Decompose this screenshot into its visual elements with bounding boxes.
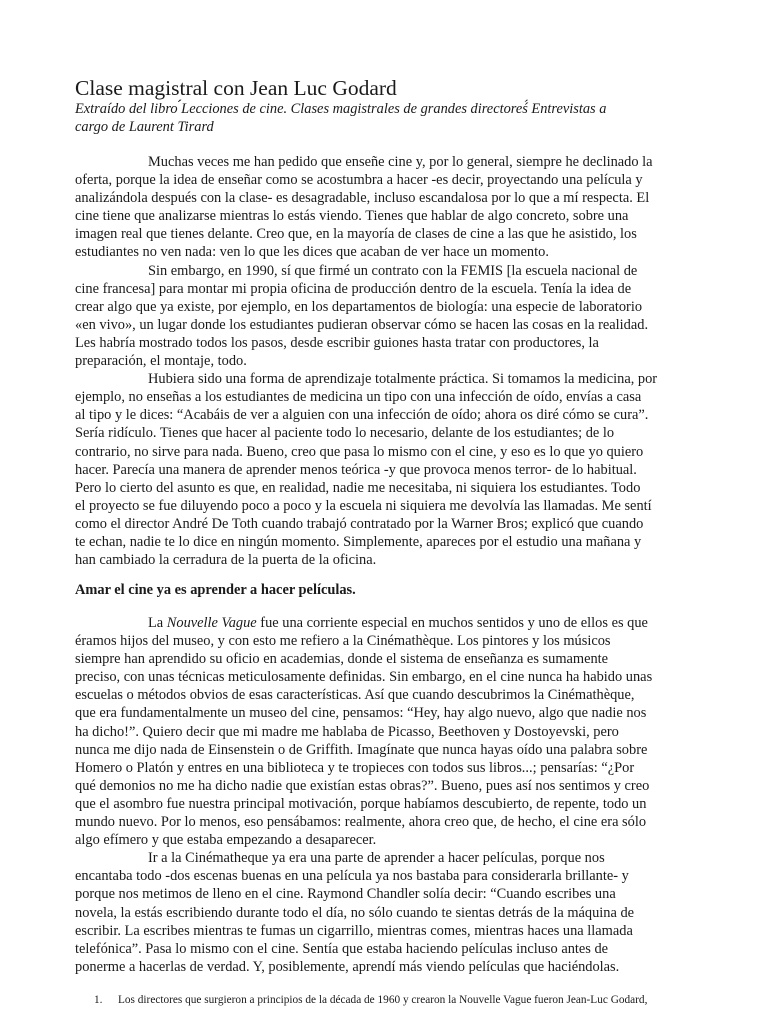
text-line: Homero o Platón y entres en una biblioteca y te tropieces con todos sus libros...; pensarías: “¿Por (75, 759, 635, 776)
text-line: han cambiado la cerradura de la puerta de la oficina. (75, 552, 377, 569)
text-line: Les habría mostrado todos los pasos, desde escribir guiones hasta tratar con productores, la (75, 334, 599, 351)
text-line: Ir a la Cinématheque ya era una parte de aprender a hacer películas, porque nos (148, 850, 605, 867)
paragraph (75, 614, 694, 849)
text-line: Sería ridículo. Tienes que hacer al paciente todo lo necesario, delante de los estudiantes; de lo (75, 425, 615, 442)
text-line: qué demonios no me ha dicho nadie que existían estas obras?”. Bueno, pues así nos sentimos y creo (75, 777, 650, 794)
text-line: ha dicho!”. Quiero decir que mi madre me hablaba de Picasso, Beethoven y Dostoyevski, pero (75, 723, 619, 740)
text-line: Sin embargo, en 1990, sí que firmé un contrato con la FEMIS [la escuela nacional de (148, 262, 638, 279)
text-line: Muchas veces me han pedido que enseñe cine y, por lo general, siempre he declinado la (148, 154, 653, 170)
paragraph (75, 849, 694, 976)
footnote-text: Los directores que surgieron a principios de la década de 1960 y crearon la Nouvelle Vague fueron Jean-Luc Godard, (118, 994, 648, 1006)
text-line: al tipo y le dices: “Acabáis de ver a alguien con una infección de oído; ahora os diré cómo se cura”. (75, 407, 649, 424)
subtitle-line: Extraído del libro ́́Lecciones de cine. Clases magistrales de grandes directoreś́ Entrevistas a (75, 101, 607, 117)
text-line: cine francesa] para montar mi propia oficina de producción dentro de la escuela. Tenía la idea de (75, 280, 632, 297)
text-line: el proyecto se fue diluyendo poco a poco y la escuela ni siquiera me devolvía las llamadas. Me sentí (75, 497, 652, 514)
footnote-number: 1. (94, 994, 103, 1006)
text-line: que el asombro fue nuestra principal motivación, porque habíamos descubierto, de repente, todo un (75, 795, 647, 812)
text-line: Hubiera sido una forma de aprendizaje totalmente práctica. Si tomamos la medicina, por (148, 371, 658, 388)
text-line: telefónica”. Pasa lo mismo con el cine. Sentía que estaba haciendo películas incluso antes de (75, 940, 609, 957)
text-line: escuelas o métodos obvios de esas características. Así que cuando descubrimos la Cinémathèque, (75, 687, 635, 704)
text-fragment: fue una corriente especial en muchos sentidos y uno de ellos es que (256, 615, 648, 631)
subtitle-line: cargo de Laurent Tirard (75, 119, 214, 135)
text-line: algo efímero y que estaba empezando a desaparecer. (75, 832, 377, 849)
paragraph (75, 153, 694, 262)
body-text (75, 153, 694, 569)
text-line: preciso, con unas técnicas meticulosamente definidas. Sin embargo, en el cine nunca ha habido unas (75, 669, 653, 686)
text-line: encantaba todo -dos escenas buenas en una película ya nos bastaba para considerarla brillante- y (75, 868, 629, 885)
italic-term: Nouvelle Vague (166, 615, 257, 631)
text-line: crear algo que ya existe, por ejemplo, en los departamentos de biología: una especie de laboratorio (75, 298, 643, 315)
text-line: estudiantes no ven nada: ven lo que les dices que acaban de ver hace un momento. (75, 244, 549, 261)
text-line: novela, la estás escribiendo durante todo el día, no sólo cuando te sientas detrás de la máquina de (75, 904, 635, 921)
text-line: cine tiene que analizarse mientras lo estás viendo. Tienes que hablar de algo concreto, sobre una (75, 208, 629, 225)
text-line: oferta, porque la idea de enseñar como se acostumbra a hacer -es decir, proyectando una película y (75, 172, 643, 189)
text-line: contrario, no sirve para nada. Bueno, creo que pasa lo mismo con el cine, y eso es lo que yo quiero (75, 443, 644, 460)
section-body-text (75, 614, 694, 976)
text-line: que era fundamentalmente un museo del cine, pensamos: “Hey, hay algo nuevo, algo que nadie nos (75, 705, 647, 722)
text-line: porque nos metimos de lleno en el cine. Raymond Chandler solía decir: “Cuando escribes una (75, 886, 616, 903)
text-line: nunca me dijo nada de Einsenstein o de Griffith. Imagínate que nunca hayas oído una palabra sobre (75, 741, 648, 758)
text-line: como el director André De Toth cuando trabajó contratado por la Warner Bros; explicó que cuando (75, 515, 644, 532)
text-line: hacer. Parecía una manera de aprender menos teórica -y que provoca menos terror- de lo habitual. (75, 461, 637, 478)
paragraph (75, 262, 694, 371)
text-line (75, 614, 694, 632)
text-line: siempre han aprendido su oficio en academias, donde el sistema de enseñanza es sumamente (75, 651, 609, 668)
text-line: preparación, el montaje, todo. (75, 353, 247, 370)
text-line: analizándola después con la clase- es desagradable, incluso escandalosa por lo que a mí respecta. El (75, 190, 650, 207)
document-subtitle (75, 100, 695, 136)
footnote (94, 993, 734, 1007)
text-line: escribir. La escribes mientras te fumas un cigarrillo, mientras comes, mientras haces una llamada (75, 922, 633, 939)
text-line: «en vivo», un lugar donde los estudiantes pudieran observar cómo se hacen las cosas en la realidad. (75, 316, 649, 333)
paragraph (75, 370, 694, 569)
text-line: éramos hijos del museo, y con esto me refiero a la Cinémathèque. Los pintores y los músicos (75, 633, 611, 650)
text-line: ejemplo, no enseñas a los estudiantes de medicina un tipo con una infección de oído, envías a casa (75, 389, 642, 406)
text-fragment: La (148, 615, 167, 631)
text-line: imagen real que tienes delante. Creo que, en la mayoría de clases de cine a las que he asistido, los (75, 226, 637, 243)
section-heading: Amar el cine ya es aprender a hacer películas. (75, 582, 356, 598)
text-line: ponerme a hacerlas de verdad. Y, posiblemente, aprendí más viendo películas que haciéndolas. (75, 958, 620, 975)
text-line: Pero lo cierto del asunto es que, en realidad, nadie me necesitaba, ni siquiera los estudiantes. Todo (75, 479, 641, 496)
text-line: mundo nuevo. Por lo menos, eso pensábamos: realmente, ahora creo que, de hecho, el cine era sólo (75, 814, 647, 831)
document-title: Clase magistral con Jean Luc Godard (75, 76, 397, 100)
text-line: te echan, nadie te lo dice en ningún momento. Simplemente, apareces por el estudio una mañana y (75, 533, 642, 550)
